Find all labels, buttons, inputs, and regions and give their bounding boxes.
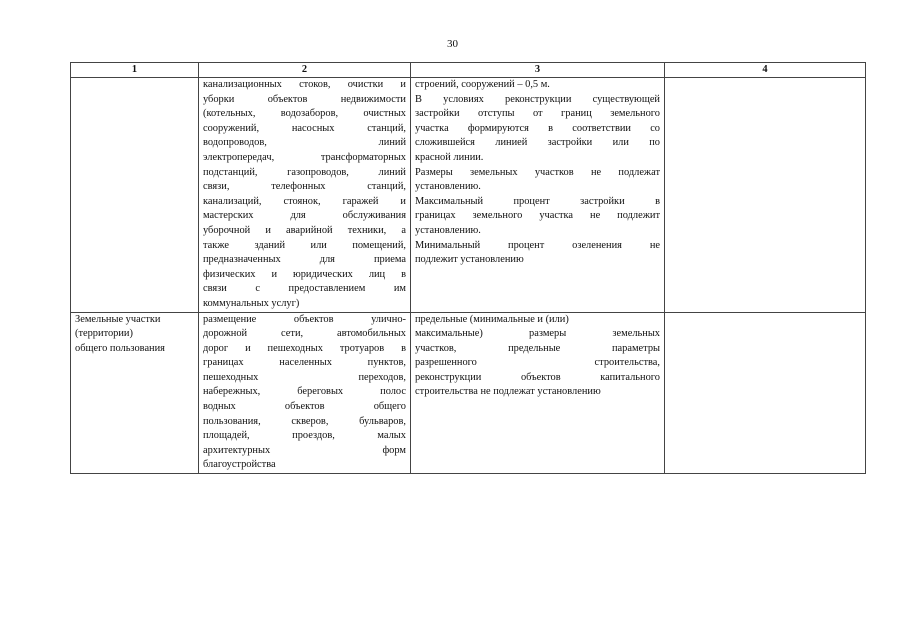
cell-line: Земельные участки (75, 313, 161, 325)
cell-line: сложившейся линией застройки или по (415, 137, 660, 149)
cell-line: дорожной сети, автомобильных (203, 328, 406, 340)
cell-line: красной линии. (415, 151, 484, 163)
cell-line: предназначенных для приема (203, 254, 406, 266)
cell-line: участков, предельные параметры (415, 342, 660, 354)
cell-line: Минимальный процент озеленения не (415, 239, 660, 251)
header-col-3: 3 (411, 63, 665, 78)
cell-line: реконструкции объектов капитального (415, 371, 660, 383)
cell-line: (территории) (75, 328, 133, 340)
cell-line: пешеходных переходов, (203, 371, 406, 383)
cell-line: размещение объектов улично- (203, 313, 406, 325)
row2-col1 (71, 312, 199, 474)
cell-line: участка формируются в соответствии со (415, 122, 660, 134)
cell-line: установлению. (415, 181, 481, 193)
cell-line: архитектурных форм (203, 444, 406, 456)
page-number: 30 (447, 38, 458, 50)
row1-col3 (411, 78, 665, 313)
cell-line: Размеры земельных участков не подлежат (415, 166, 660, 178)
cell-line: максимальные) размеры земельных (415, 328, 660, 340)
cell-line: электропередач, трансформаторных (203, 151, 406, 163)
cell-line: также зданий или помещений, (203, 239, 406, 251)
cell-line: подстанций, газопроводов, линий (203, 166, 406, 178)
cell-line: пользования, скверов, бульваров, (203, 415, 406, 427)
cell-line: набережных, береговых полос (203, 386, 406, 398)
cell-line: разрешенного строительства, (415, 357, 660, 369)
cell-line: водных объектов общего (203, 401, 406, 413)
cell-line: границах земельного участка не подлежит (415, 210, 660, 222)
cell-line: (котельных, водозаборов, очистных (203, 108, 406, 120)
cell-line: площадей, проездов, малых (203, 430, 406, 442)
table-row (71, 312, 866, 474)
cell-line: застройки отступы от границ земельного (415, 108, 660, 120)
cell-line: канализаций, стоянок, гаражей и (203, 195, 406, 207)
cell-line: связи, телефонных станций, (203, 181, 406, 193)
zoning-table (70, 62, 866, 474)
cell-line: общего пользования (75, 342, 165, 354)
cell-line: коммунальных услуг) (203, 297, 300, 309)
header-row (71, 63, 866, 78)
cell-line: границах населенных пунктов, (203, 357, 406, 369)
cell-line: связи с предоставлением им (203, 283, 406, 295)
cell-line: водопроводов, линий (203, 137, 406, 149)
row2-col3 (411, 312, 665, 474)
table-row (71, 78, 866, 313)
cell-line: мастерских для обслуживания (203, 210, 406, 222)
cell-line: сооружений, насосных станций, (203, 122, 406, 134)
cell-line: установлению. (415, 224, 481, 236)
cell-line: предельные (минимальные и (или) (415, 313, 569, 325)
cell-line: благоустройства (203, 459, 276, 471)
cell-line: уборочной и аварийной техники, а (203, 224, 406, 236)
header-col-1: 1 (71, 63, 199, 78)
cell-line: строительства не подлежат установлению (415, 386, 601, 398)
row1-col1 (71, 78, 199, 313)
cell-line: дорог и пешеходных тротуаров в (203, 342, 406, 354)
cell-line: В условиях реконструкции существующей (415, 93, 660, 105)
row1-col4 (665, 78, 866, 313)
row2-col4 (665, 312, 866, 474)
cell-line: канализационных стоков, очистки и (203, 79, 406, 90)
cell-line: подлежит установлению (415, 254, 524, 266)
row2-col2 (199, 312, 411, 474)
cell-line: Максимальный процент застройки в (415, 195, 660, 207)
cell-line: физических и юридических лиц в (203, 268, 406, 280)
cell-line: строений, сооружений – 0,5 м. (415, 79, 550, 90)
header-col-4: 4 (665, 63, 866, 78)
header-col-2: 2 (199, 63, 411, 78)
cell-line: уборки объектов недвижимости (203, 93, 406, 105)
row1-col2 (199, 78, 411, 313)
